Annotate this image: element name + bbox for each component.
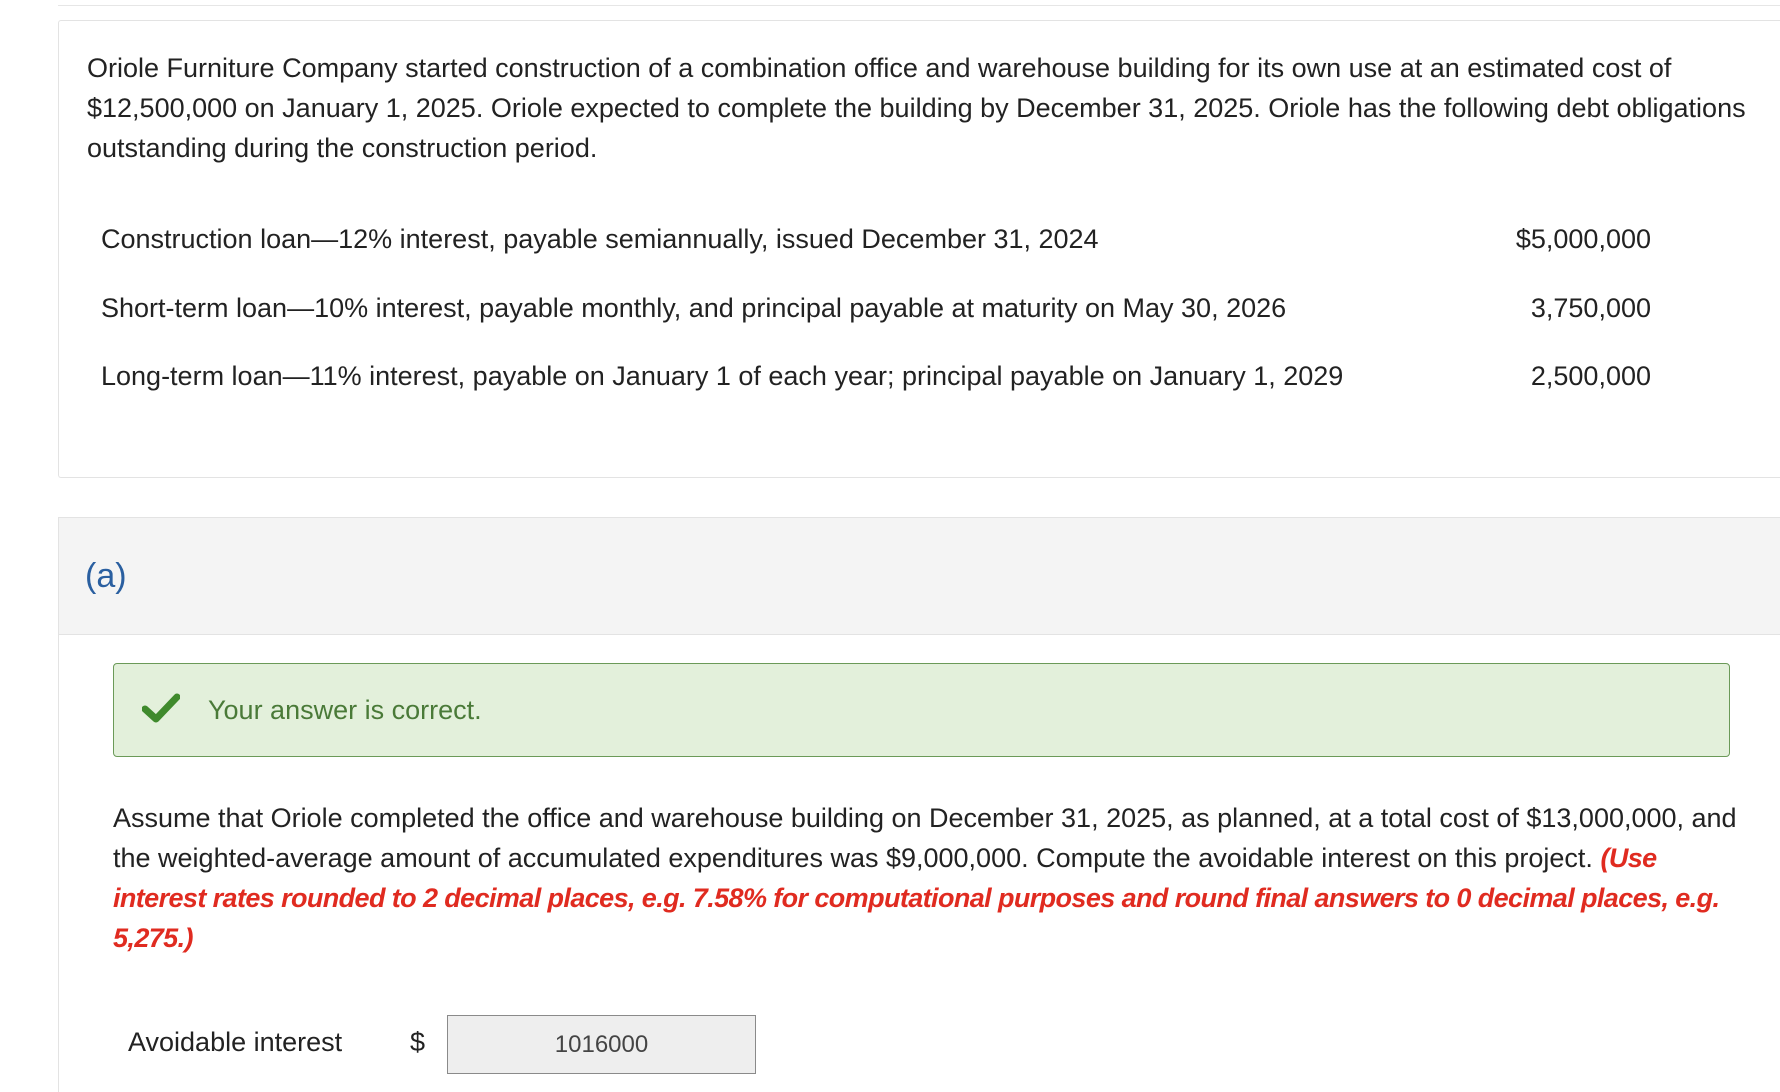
debt-description: Short-term loan—10% interest, payable monthly, and principal payable at maturity on May 30, 2026 [101,293,1287,323]
debt-amount: 3,750,000 [1530,293,1651,323]
problem-statement: Oriole Furniture Company started construction of a combination office and warehouse building for its own use at an estimated cost of $12,500,000 on January 1, 2025. Oriole expected to complete the building by December 31, 2025. Oriole has the following debt obligations outstanding during the construction period. [87,53,1746,163]
rounding-instruction: (Use interest rates rounded to 2 decimal places, e.g. 7.58% for computational purposes and round final answers to 0 decimal places, e.g. 5,275.) [113,843,1720,953]
debt-description: Long-term loan—11% interest, payable on January 1 of each year; principal payable on January 1, 2029 [101,361,1344,391]
question-prompt [113,798,1753,958]
top-divider [58,5,1780,6]
part-a-section [58,517,1780,1092]
debt-description: Construction loan—12% interest, payable semiannually, issued December 31, 2024 [101,224,1099,254]
currency-symbol: $ [410,1027,426,1057]
debt-amount: 2,500,000 [1530,361,1651,391]
part-label: (a) [85,557,127,595]
debt-row-construction-loan [101,219,1651,259]
debt-row-short-term-loan [101,288,1651,328]
debt-amount: $5,000,000 [1515,224,1651,254]
avoidable-interest-label: Avoidable interest [128,1027,343,1057]
avoidable-interest-input[interactable] [447,1015,756,1074]
question-card [58,20,1780,478]
part-header [59,518,1780,635]
prompt-text: Assume that Oriole completed the office and warehouse building on December 31, 2025, as planned, at a total cost of $13,000,000, and the weighted-average amount of accumulated expenditures was $9,000,000. Compute the avoidable interest on this project. [113,803,1737,873]
check-icon [142,692,180,724]
feedback-text: Your answer is correct. [208,695,482,725]
debt-row-long-term-loan [101,356,1651,396]
feedback-correct-banner [113,663,1730,757]
